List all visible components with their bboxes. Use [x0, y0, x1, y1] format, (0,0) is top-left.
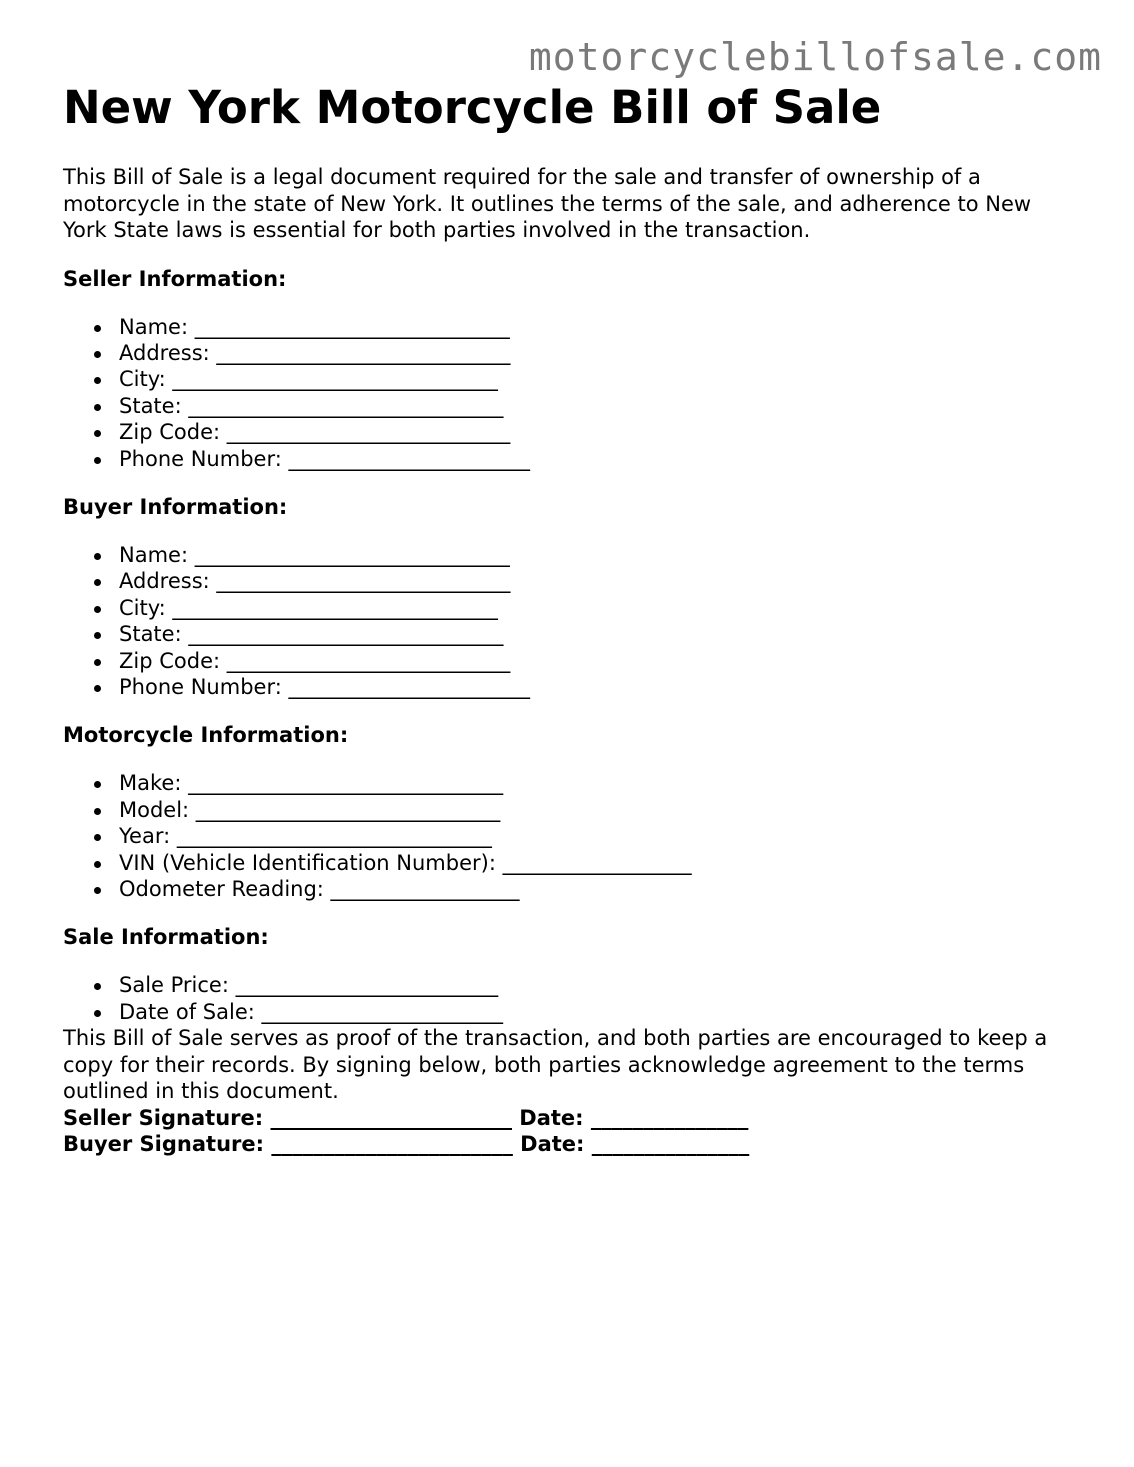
seller-heading: Seller Information: [63, 266, 287, 291]
buyer-state-field: State: ______________________________ [119, 621, 1073, 647]
seller-zip-field: Zip Code: ___________________________ [119, 419, 1073, 445]
buyer-field-list [63, 542, 1073, 700]
sale-heading: Sale Information: [63, 925, 269, 950]
page-title: New York Motorcycle Bill of Sale [63, 81, 882, 134]
sale-price-field: Sale Price: _________________________ [119, 972, 1073, 998]
buyer-address-field: Address: ____________________________ [119, 568, 1073, 594]
intro-paragraph: This Bill of Sale is a legal document required for the sale and transfer of ownership of a motorcycle in the state of New York. It outlines the terms of the sale, and adherence to New York State laws is essential for both parties involved in the transaction. [63, 165, 1032, 242]
seller-address-field: Address: ____________________________ [119, 340, 1073, 366]
motorcycle-field-list [63, 770, 1073, 902]
sale-field-list [63, 972, 1073, 1025]
seller-signature-line: Seller Signature: _______________________ Date: _______________ [63, 1105, 749, 1130]
buyer-zip-field: Zip Code: ___________________________ [119, 648, 1073, 674]
sale-date-field: Date of Sale: _______________________ [119, 999, 1073, 1025]
closing-paragraph: This Bill of Sale serves as proof of the transaction, and both parties are encouraged to keep a copy for their records. By signing below, both parties acknowledge agreement to the terms outlined in this document. [63, 1026, 1048, 1104]
motorcycle-model-field: Model: _____________________________ [119, 797, 1073, 823]
seller-phone-field: Phone Number: _______________________ [119, 446, 1073, 472]
document-body [63, 82, 1073, 1157]
buyer-phone-field: Phone Number: _______________________ [119, 674, 1073, 700]
motorcycle-make-field: Make: ______________________________ [119, 770, 1073, 796]
seller-state-field: State: ______________________________ [119, 393, 1073, 419]
seller-city-field: City: _______________________________ [119, 366, 1073, 392]
buyer-name-field: Name: ______________________________ [119, 542, 1073, 568]
seller-field-list [63, 314, 1073, 472]
buyer-heading: Buyer Information: [63, 494, 288, 519]
motorcycle-year-field: Year: ______________________________ [119, 823, 1073, 849]
motorcycle-odometer-field: Odometer Reading: __________________ [119, 876, 1073, 902]
buyer-signature-line: Buyer Signature: _______________________ Date: _______________ [63, 1131, 750, 1156]
motorcycle-vin-field: VIN (Vehicle Identification Number): __________________ [119, 850, 1073, 876]
buyer-city-field: City: _______________________________ [119, 595, 1073, 621]
seller-name-field: Name: ______________________________ [119, 314, 1073, 340]
site-watermark: motorcyclebillofsale.com [528, 35, 1102, 79]
motorcycle-heading: Motorcycle Information: [63, 723, 349, 748]
